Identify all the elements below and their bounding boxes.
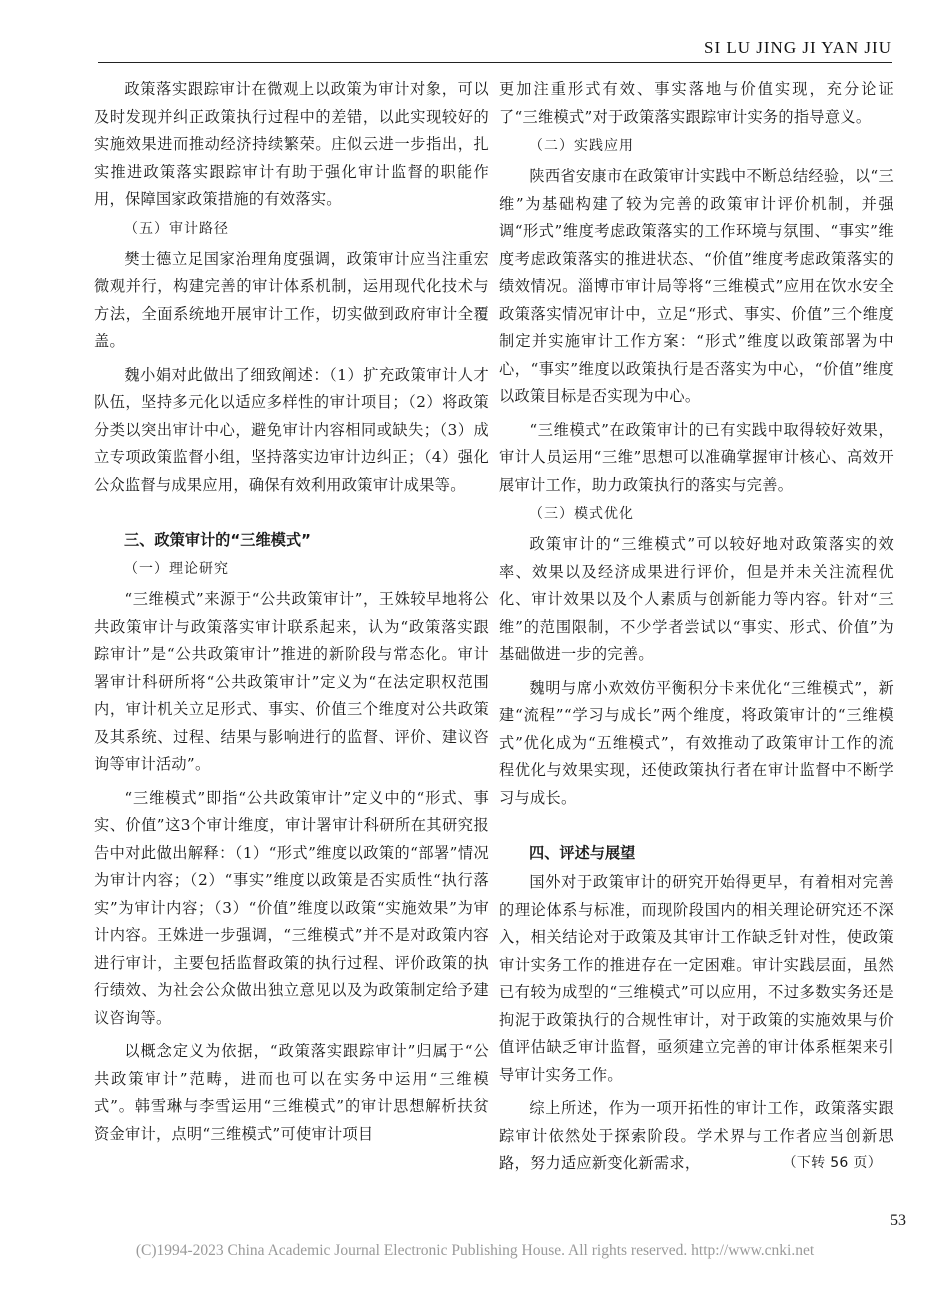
header-rule	[98, 62, 892, 63]
section-heading: 三、政策审计的“三维模式”	[124, 531, 312, 549]
section-heading: 四、评述与展望	[529, 844, 636, 862]
left-column	[94, 76, 489, 1148]
continued-note: （下转 56 页）	[782, 1155, 882, 1171]
paragraph: 国外对于政策审计的研究开始得更早，有着相对完善的理论体系与标准，而现阶段国内的相关理论研究还不深入，相关结论对于政策及其审计工作缺乏针对性，使政策审计实务工作的推进存在一定困难。审计实践层面，虽然已有较为成型的“三维模式”可以应用，不过多数实务还是拘泥于政策执行的合规性审计，对于政策的实施效果与价值评估缺乏审计监督，亟须建立完善的审计体系框架来引导审计实务工作。	[499, 873, 894, 1084]
subsection-heading: （二）实践应用	[529, 138, 634, 154]
running-head: SI LU JING JI YAN JIU	[703, 38, 892, 57]
paragraph-text: 综上所述，作为一项开拓性的审计工作，政策落实跟踪审计依然处于探索阶段。学术界与工作者应当创新思路，努力适应新变化新需求，	[499, 1099, 894, 1172]
paragraph: “三维模式”即指“公共政策审计”定义中的“形式、事实、价值”这3个审计维度，审计署审计科研所在其研究报告中对此做出解释：（1）“形式”维度以政策的“部署”情况为审计内容；（2）“事实”维度以政策是否实质性“执行落实”为审计内容；（3）“价值”维度以政策“实施效果”为审计内容。王姝进一步强调，“三维模式”并不是对政策内容进行审计，主要包括监督政策的执行过程、评价政策的执行绩效、为社会公众做出独立意见以及为政策制定给予建议咨询等。	[94, 788, 489, 1027]
subsection-heading: （一）理论研究	[124, 561, 229, 577]
paragraph: 魏小娟对此做出了细致阐述：（1）扩充政策审计人才队伍，坚持多元化以适应多样性的审计项目；（2）将政策分类以突出审计中心，避免审计内容相同或缺失；（3）成立专项政策监督小组，坚持落实边审计边纠正；（4）强化公众监督与成果应用，确保有效利用政策审计成果等。	[94, 365, 489, 494]
page-number: 53	[890, 1212, 906, 1229]
paragraph: “三维模式”在政策审计的已有实践中取得较好效果，审计人员运用“三维”思想可以准确掌握审计核心、高效开展审计工作，助力政策执行的落实与完善。	[499, 420, 894, 494]
subsection-heading: （三）模式优化	[529, 506, 634, 522]
paragraph: 更加注重形式有效、事实落地与价值实现，充分论证了“三维模式”对于政策落实跟踪审计实务的指导意义。	[499, 80, 894, 126]
paragraph: 政策审计的“三维模式”可以较好地对政策落实的效率、效果以及经济成果进行评价，但是并未关注流程优化、审计效果以及个人素质与创新能力等内容。针对“三维”的范围限制，不少学者尝试以“事实、形式、价值”为基础做进一步的完善。	[499, 535, 894, 663]
paragraph: “三维模式”来源于“公共政策审计”，王姝较早地将公共政策审计与政策落实审计联系起来，认为“政策落实跟踪审计”是“公共政策审计”推进的新阶段与常态化。审计署审计科研所将“公共政策审计”定义为“在法定职权范围内，审计机关立足形式、事实、价值三个维度对公共政策及其系统、过程、结果与影响进行的监督、评价、建议咨询等审计活动”。	[94, 590, 489, 773]
paragraph: 魏明与席小欢效仿平衡积分卡来优化“三维模式”，新建“流程”“学习与成长”两个维度，将政策审计的“三维模式”优化成为“五维模式”，有效推动了政策审计工作的流程优化与效果实现，还使政策执行者在审计监督中不断学习与成长。	[499, 678, 894, 807]
right-column	[499, 76, 894, 1178]
subsection-heading: （五）审计路径	[124, 220, 229, 237]
paragraph: 以概念定义为依据，“政策落实跟踪审计”归属于“公共政策审计”范畴，进而也可以在实务中运用“三维模式”。韩雪琳与李雪运用“三维模式”的审计思想解析扶贫资金审计，点明“三维模式”可使审计项目	[94, 1042, 489, 1143]
paragraph: 政策落实跟踪审计在微观上以政策为审计对象，可以及时发现并纠正政策执行过程中的差错，以此实现较好的实施效果进而推动经济持续繁荣。庄似云进一步指出，扎实推进政策落实跟踪审计有助于强化审计监督的职能作用，保障国家政策措施的有效落实。	[94, 80, 489, 208]
copyright-footer: (C)1994-2023 China Academic Journal Electronic Publishing House. All rights reserved. http://www.cnki.net	[135, 1242, 815, 1259]
paragraph: 樊士德立足国家治理角度强调，政策审计应当注重宏微观并行，构建完善的审计体系机制，运用现代化技术与方法，全面系统地开展审计工作，切实做到政府审计全覆盖。	[94, 249, 489, 350]
paragraph	[499, 1095, 894, 1178]
paragraph: 陕西省安康市在政策审计实践中不断总结经验，以“三维”为基础构建了较为完善的政策审计评价机制，并强调“形式”维度考虑政策落实的工作环境与氛围、“事实”维度考虑政策落实的推进状态、“价值”维度考虑政策落实的绩效情况。淄博市审计局等将“三维模式”应用在饮水安全政策落实情况审计中，立足“形式、事实、价值”三个维度制定并实施审计工作方案：“形式”维度以政策部署为中心，“事实”维度以政策执行是否落实为中心，“价值”维度以政策目标是否实现为中心。	[499, 167, 894, 405]
